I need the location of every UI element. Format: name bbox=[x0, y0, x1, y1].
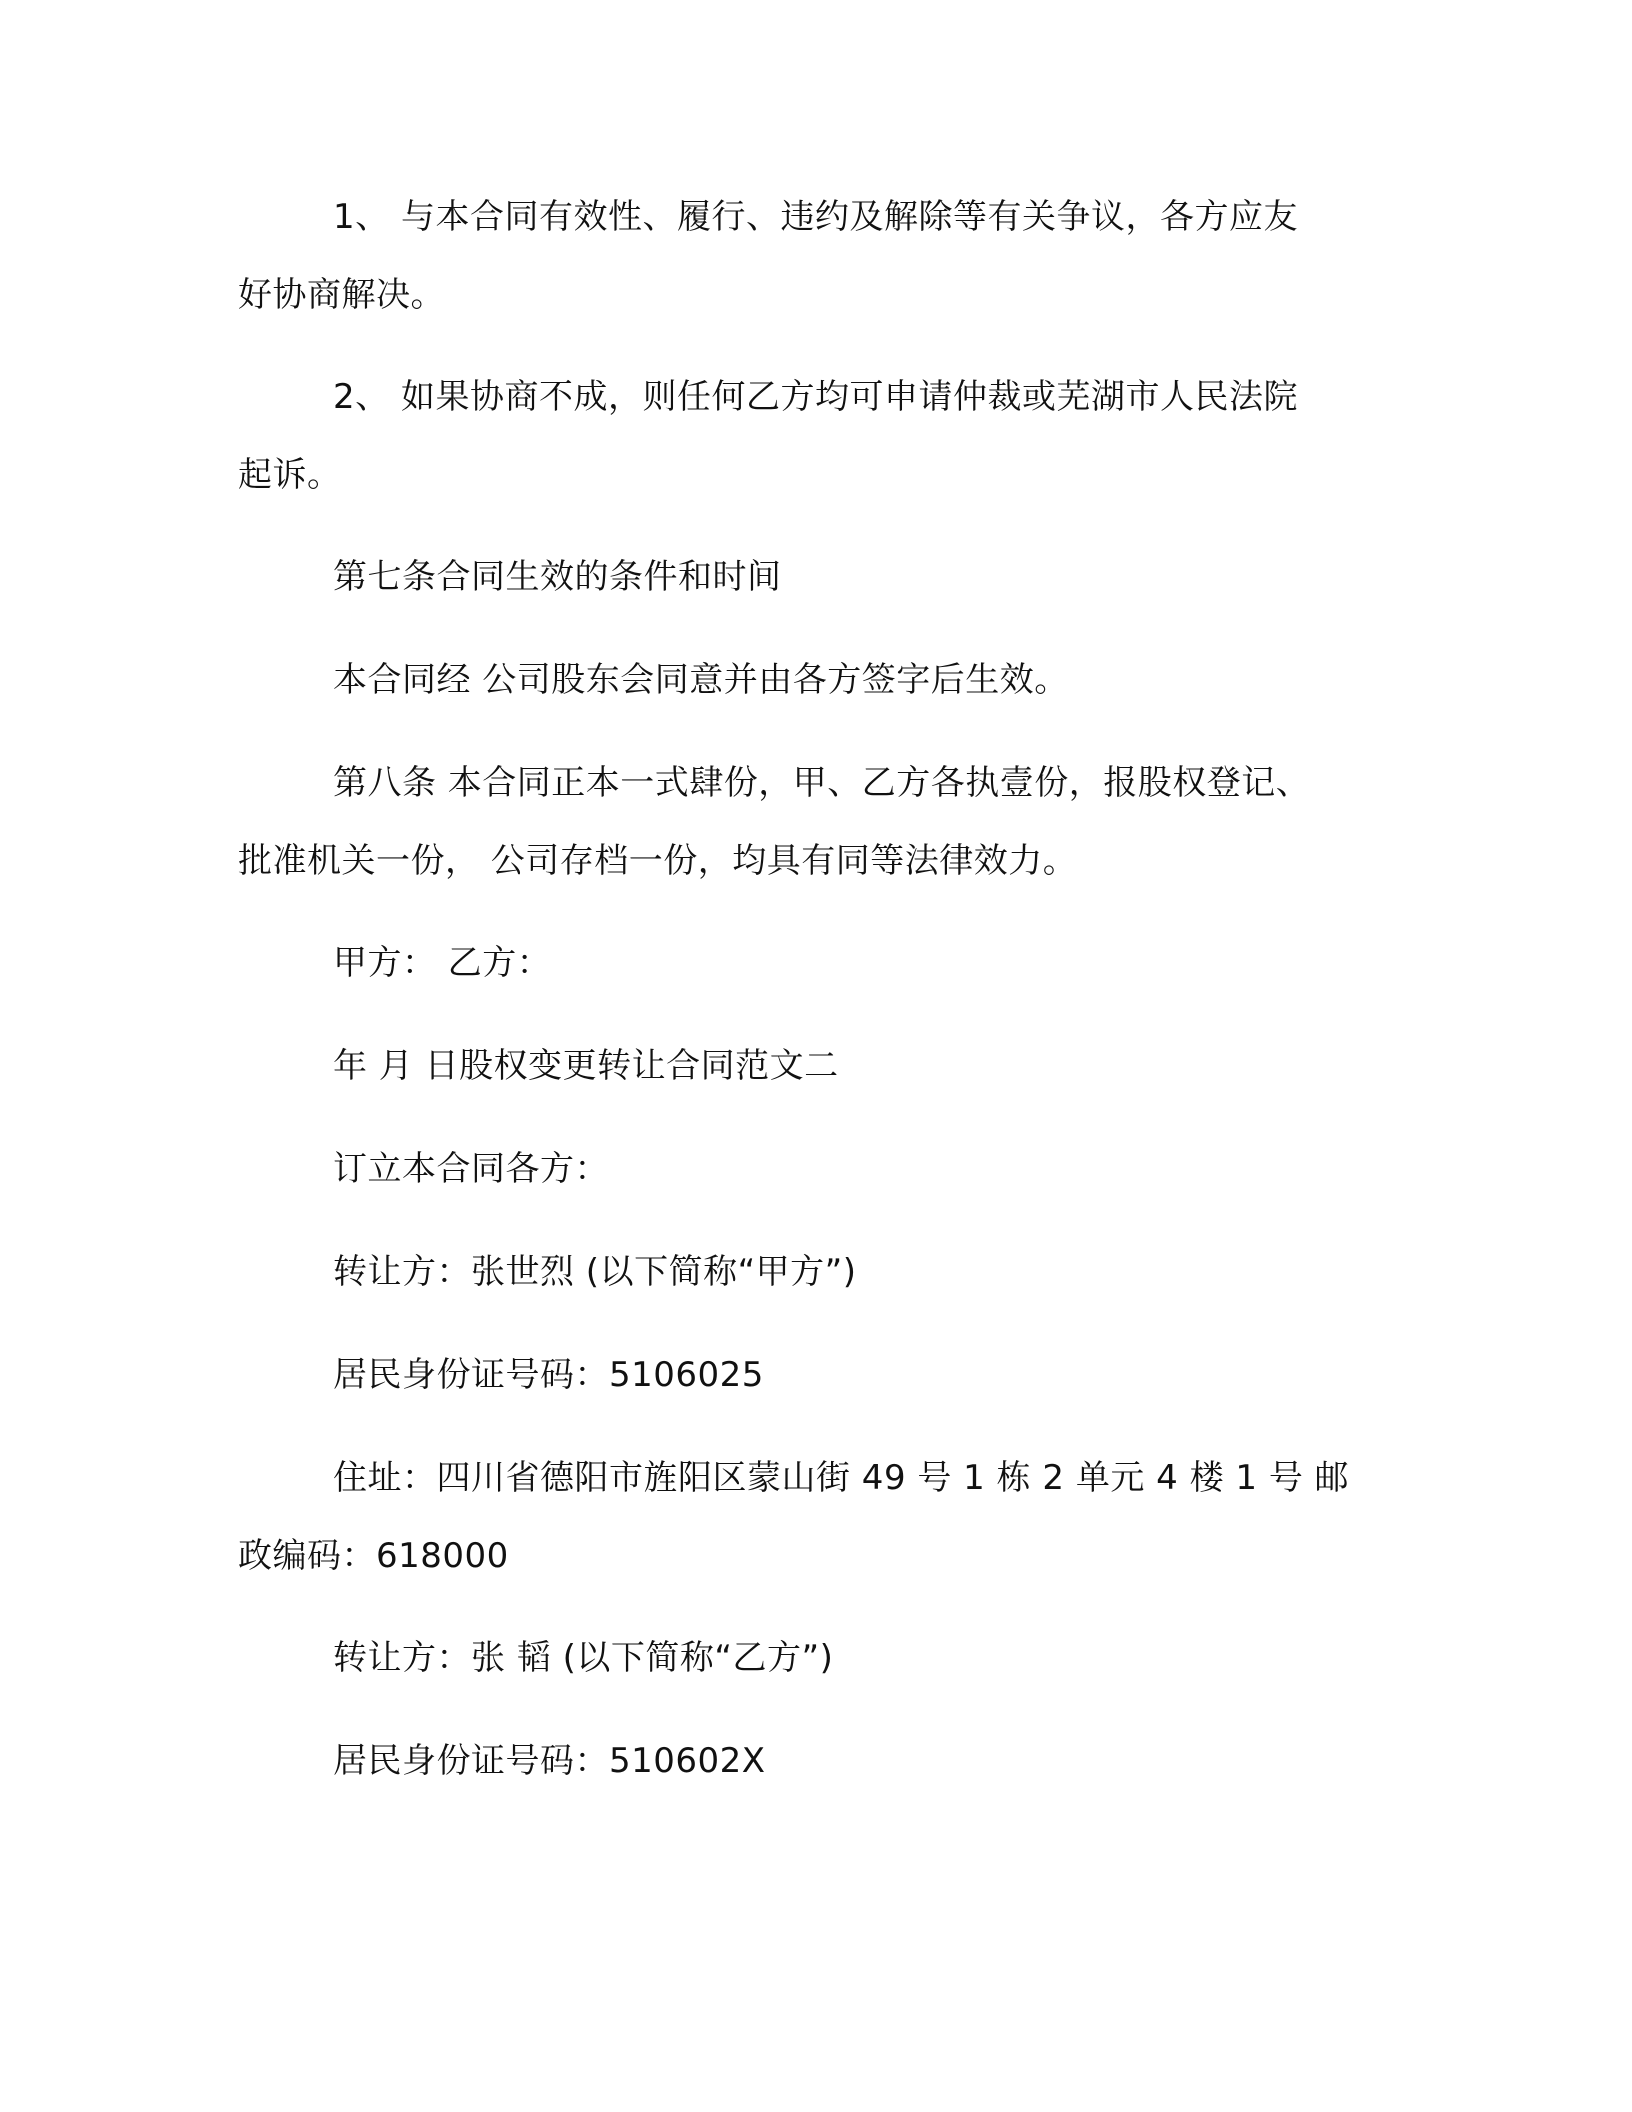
paragraph-line: 年 月 日股权变更转让合同范文二 bbox=[333, 1046, 839, 1086]
effectiveness-clause bbox=[238, 641, 1388, 719]
paragraph-line: 转让方：张 韬 (以下简称“乙方”) bbox=[333, 1638, 834, 1678]
paragraph-line: 住址：四川省德阳市旌阳区蒙山街 49 号 1 栋 2 单元 4 楼 1 号 邮 bbox=[333, 1458, 1350, 1498]
paragraph-line: 甲方： 乙方： bbox=[333, 943, 552, 983]
clause-dispute-negotiation bbox=[238, 178, 1388, 334]
paragraph-line: 政编码：618000 bbox=[238, 1536, 509, 1576]
paragraph-line: 批准机关一份， 公司存档一份，均具有同等法律效力。 bbox=[238, 841, 1078, 881]
date-and-sample-title bbox=[238, 1027, 1388, 1105]
paragraph-line: 订立本合同各方： bbox=[333, 1149, 609, 1189]
paragraph-line: 居民身份证号码：510602X bbox=[333, 1741, 766, 1781]
parties-heading bbox=[238, 1130, 1388, 1208]
paragraph-line: 起诉。 bbox=[238, 455, 342, 495]
clause-arbitration bbox=[238, 358, 1388, 514]
party-signature-line bbox=[238, 924, 1388, 1002]
transferor-a-address bbox=[238, 1439, 1388, 1595]
paragraph-line: 2、 如果协商不成，则任何乙方均可申请仲裁或芜湖市人民法院 bbox=[333, 377, 1298, 417]
paragraph-line: 第七条合同生效的条件和时间 bbox=[333, 557, 782, 597]
transferor-b-id bbox=[238, 1722, 1388, 1800]
paragraph-line: 转让方：张世烈 (以下简称“甲方”) bbox=[333, 1252, 857, 1292]
transferor-b bbox=[238, 1619, 1388, 1697]
paragraph-line: 本合同经 公司股东会同意并由各方签字后生效。 bbox=[333, 660, 1069, 700]
paragraph-line: 好协商解决。 bbox=[238, 275, 445, 315]
paragraph-line: 第八条 本合同正本一式肆份，甲、乙方各执壹份，报股权登记、 bbox=[333, 763, 1311, 803]
paragraph-line: 1、 与本合同有效性、履行、违约及解除等有关争议，各方应友 bbox=[333, 197, 1298, 237]
transferor-a-id bbox=[238, 1336, 1388, 1414]
article-eight-clause bbox=[238, 744, 1388, 900]
article-seven-heading bbox=[238, 538, 1388, 616]
paragraph-line: 居民身份证号码：5106025 bbox=[333, 1355, 764, 1395]
transferor-a bbox=[238, 1233, 1388, 1311]
